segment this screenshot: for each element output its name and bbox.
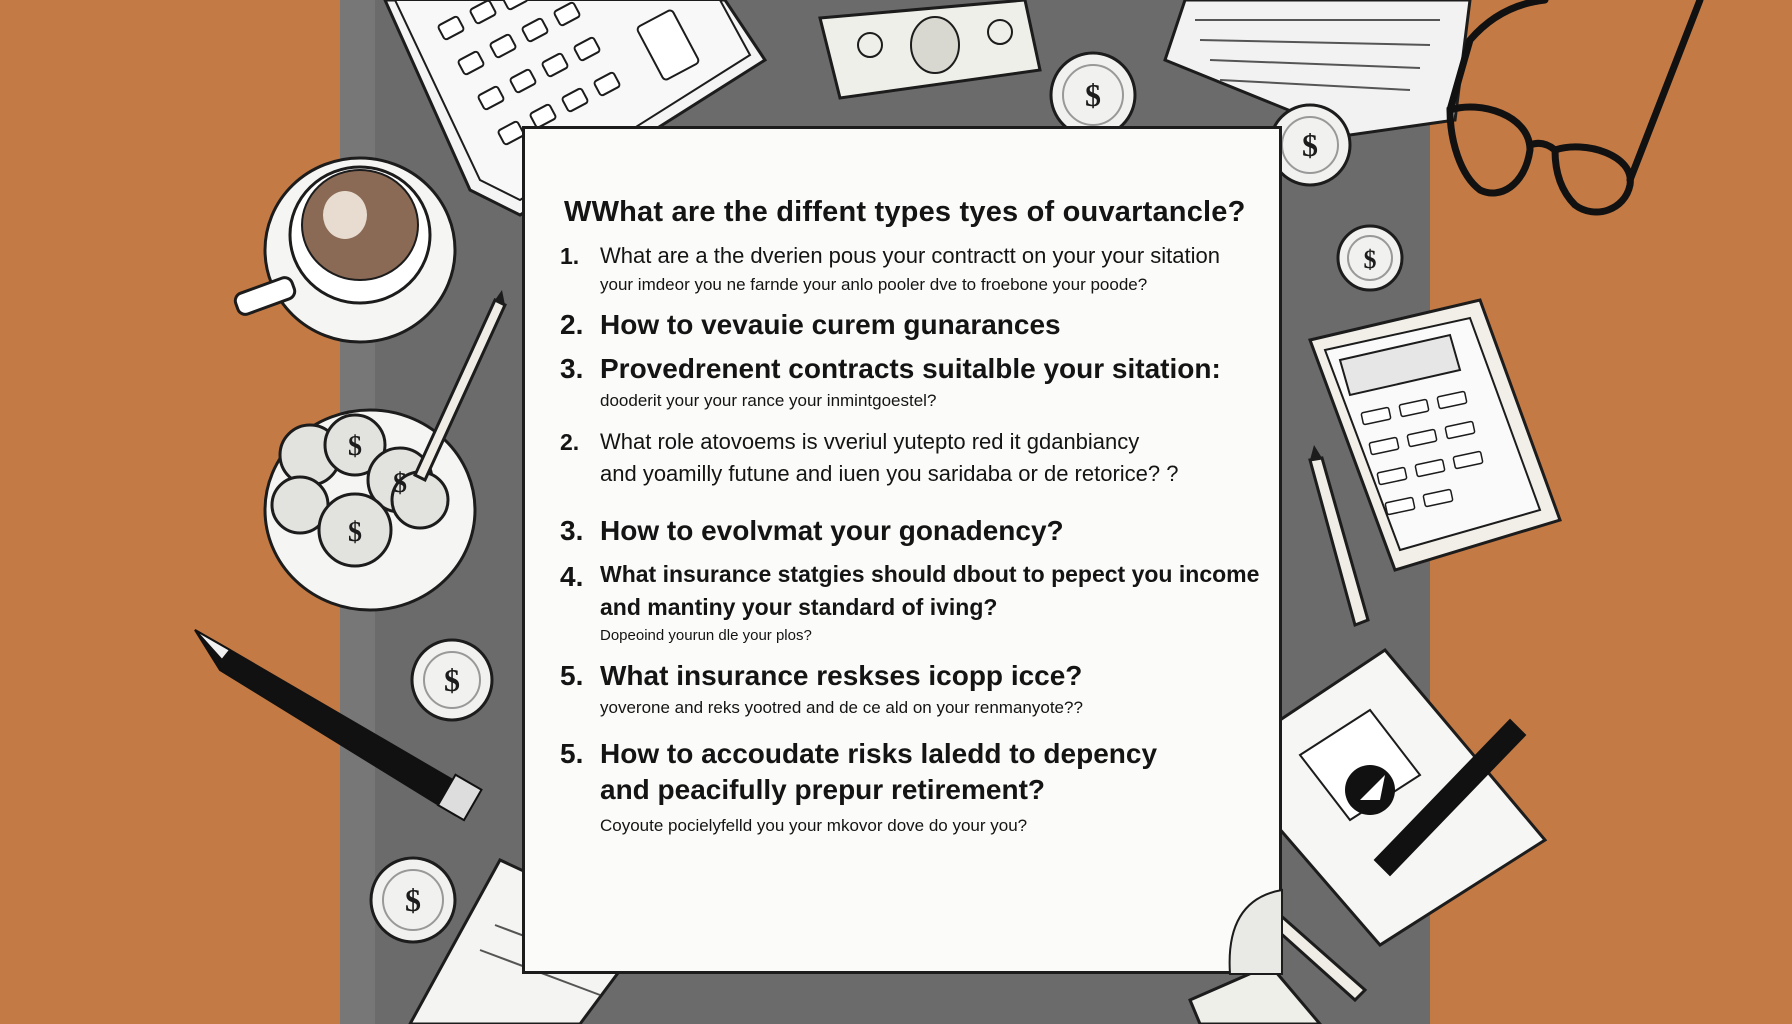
item-subtext: Dopeoind yourun dle your plos?	[600, 627, 812, 644]
item-number: 3.	[560, 515, 584, 546]
item-question-cont: and mantiny your standard of iving?	[600, 594, 998, 620]
item-question: Provedrenent contracts suitalble your sitation:	[600, 353, 1221, 384]
item-question: What role atovoems is vveriul yutepto red it gdanbiancy	[600, 429, 1140, 454]
item-question: What are a the dverien pous your contractt on your your sitation	[600, 243, 1220, 268]
item-number: 2.	[560, 429, 580, 455]
item-subtext: your imdeor you ne farnde your anlo pooler dve to froebone your poode?	[600, 275, 1148, 294]
item-question: How to accoudate risks laledd to depency	[600, 738, 1158, 769]
item-subtext: dooderit your your rance your inmintgoestel?	[600, 391, 937, 410]
eyeglasses-icon	[1450, 0, 1700, 212]
list-item	[560, 243, 1250, 295]
coffee-cup-icon	[233, 158, 455, 342]
item-number: 4.	[560, 561, 584, 592]
item-question: What insurance statgies should dbout to pepect you income	[600, 561, 1260, 587]
item-number: 5.	[560, 660, 584, 691]
list-item	[560, 309, 1250, 341]
svg-text:$: $	[444, 662, 460, 698]
list-item	[560, 353, 1250, 411]
list-item	[560, 738, 1250, 836]
list-item	[560, 515, 1250, 547]
list-item	[560, 429, 1250, 487]
svg-text:$: $	[1302, 127, 1318, 163]
item-question: How to vevauie curem gunarances	[600, 309, 1061, 340]
svg-text:$: $	[393, 468, 407, 499]
item-number: 1.	[560, 243, 580, 269]
item-subtext: Coyoute pocielyfelld you your mkovor dove do your you?	[600, 816, 1028, 835]
svg-text:$: $	[405, 882, 421, 918]
item-question-cont: and yoamilly futune and iuen you saridaba or de retorice? ?	[600, 461, 1179, 486]
svg-text:$: $	[348, 517, 362, 548]
svg-text:$: $	[1363, 245, 1377, 274]
item-question: What insurance reskses icopp icce?	[600, 660, 1083, 691]
document-content	[560, 196, 1260, 836]
coin-symbol: $	[1085, 77, 1101, 113]
item-number: 2.	[560, 309, 584, 340]
item-number: 5.	[560, 738, 584, 769]
document-title: WWhat are the diffent types tyes of ouvartancle?	[564, 196, 1246, 228]
item-number: 3.	[560, 353, 584, 384]
list-item	[560, 660, 1250, 718]
item-question-cont: and peacifully prepur retirement?	[600, 774, 1045, 805]
item-subtext: yoverone and reks yootred and de ce ald on your renmanyote??	[600, 698, 1083, 717]
item-question: How to evolvmat your gonadency?	[600, 515, 1064, 546]
svg-text:$: $	[348, 431, 362, 462]
list-item	[560, 561, 1260, 644]
